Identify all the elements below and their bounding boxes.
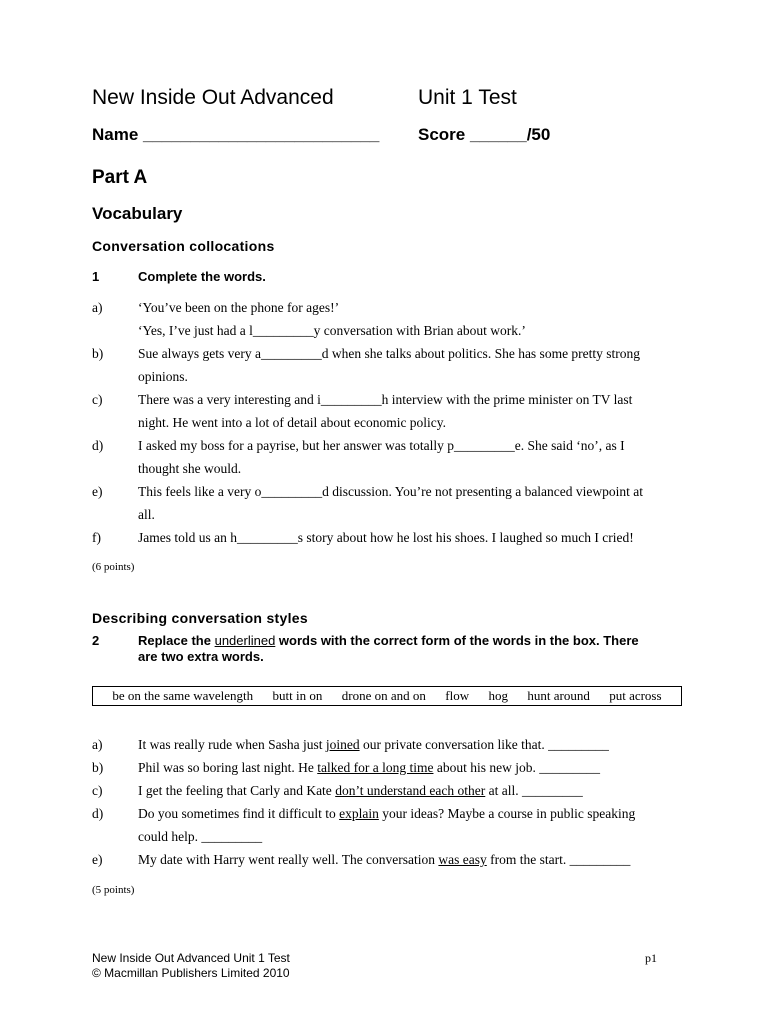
word-box-item: butt in on [272, 688, 323, 703]
underlined-phrase: was easy [438, 852, 487, 867]
item-text-part: at all. _________ [485, 783, 583, 798]
instruction-text: Replace the [138, 633, 215, 648]
item-label: c) [92, 392, 103, 407]
subsection-heading-styles: Describing conversation styles [92, 610, 308, 626]
item-text: I asked my boss for a payrise, but her answer was totally p_________e. She said ‘no’, as I [138, 438, 625, 453]
instruction-text: words with the correct form of the words in the box. There are two extra words. [138, 633, 639, 664]
item-text [138, 779, 678, 802]
underlined-phrase: don’t understand each other [335, 783, 486, 798]
item-label: e) [92, 484, 103, 499]
item-text-part: your ideas? Maybe a course in public speaking [378, 806, 636, 821]
item-text: James told us an h_________s story about how he lost his shoes. I laughed so much I cried! [138, 530, 634, 545]
exercise-2-number: 2 [92, 633, 100, 648]
item-text [138, 756, 678, 779]
underlined-phrase: explain [339, 806, 379, 821]
page-number: p1 [645, 951, 657, 965]
item-text-part: Phil was so boring last night. He [138, 760, 318, 775]
document-title: New Inside Out Advanced [92, 86, 334, 109]
section-heading: Vocabulary [92, 204, 183, 223]
item-text-part: our private conversation like that. _________ [359, 737, 609, 752]
item-text-part: It was really rude when Sasha just [138, 737, 326, 752]
subsection-heading-collocations: Conversation collocations [92, 238, 275, 254]
footer-title: New Inside Out Advanced Unit 1 Test [92, 951, 290, 965]
footer-copyright: © Macmillan Publishers Limited 2010 [92, 966, 290, 980]
exercise-1-points: (6 points) [92, 561, 135, 573]
underlined-phrase: joined [325, 737, 360, 752]
item-text [138, 733, 678, 756]
instruction-underlined-word: underlined [214, 633, 276, 648]
word-box-item: put across [609, 688, 662, 703]
item-text-part: Do you sometimes find it difficult to [138, 806, 340, 821]
item-text [138, 848, 678, 871]
item-label: a) [92, 737, 103, 752]
item-text: Sue always gets very a_________d when she talks about politics. She has some pretty strong [138, 346, 641, 361]
exercise-1-number: 1 [92, 269, 100, 284]
part-heading: Part A [92, 167, 148, 188]
word-box-item: hog [488, 688, 508, 703]
item-text-part: from the start. _________ [486, 852, 631, 867]
exercise-2-instruction [138, 633, 658, 665]
word-box-item: drone on and on [341, 688, 426, 703]
item-label: b) [92, 346, 104, 361]
exercise-2-points: (5 points) [92, 884, 135, 896]
item-text [138, 802, 678, 848]
item-text: There was a very interesting and i_________h interview with the prime minister on TV last [138, 392, 633, 407]
item-label: e) [92, 852, 103, 867]
word-box [92, 686, 682, 706]
word-box-item: hunt around [527, 688, 590, 703]
item-text-continued: all. [138, 507, 155, 522]
item-text-continued: opinions. [138, 369, 188, 384]
item-label: f) [92, 530, 101, 545]
item-text-continued: thought she would. [138, 461, 242, 476]
name-field-label: Name _________________________ [92, 125, 380, 144]
item-text-part: about his new job. _________ [433, 760, 600, 775]
item-text: This feels like a very o_________d discussion. You’re not presenting a balanced viewpoint at [138, 484, 644, 499]
item-label: d) [92, 806, 104, 821]
item-label: a) [92, 300, 103, 315]
unit-title: Unit 1 Test [418, 86, 517, 109]
item-text-part: My date with Harry went really well. The conversation [138, 852, 439, 867]
item-text: ‘You’ve been on the phone for ages!’ [138, 300, 340, 315]
item-label: c) [92, 783, 103, 798]
score-field-label: Score ______/50 [418, 125, 551, 144]
word-box-item: flow [445, 688, 470, 703]
item-text-part: I get the feeling that Carly and Kate [138, 783, 336, 798]
item-text-continued: could help. _________ [138, 829, 263, 844]
item-text-continued: night. He went into a lot of detail about economic policy. [138, 415, 447, 430]
exercise-1-instruction: Complete the words. [138, 269, 266, 284]
underlined-phrase: talked for a long time [317, 760, 434, 775]
item-text-continued: ‘Yes, I’ve just had a l_________y conversation with Brian about work.’ [138, 323, 526, 338]
word-box-item: be on the same wavelength [112, 688, 254, 703]
item-label: b) [92, 760, 104, 775]
item-label: d) [92, 438, 104, 453]
